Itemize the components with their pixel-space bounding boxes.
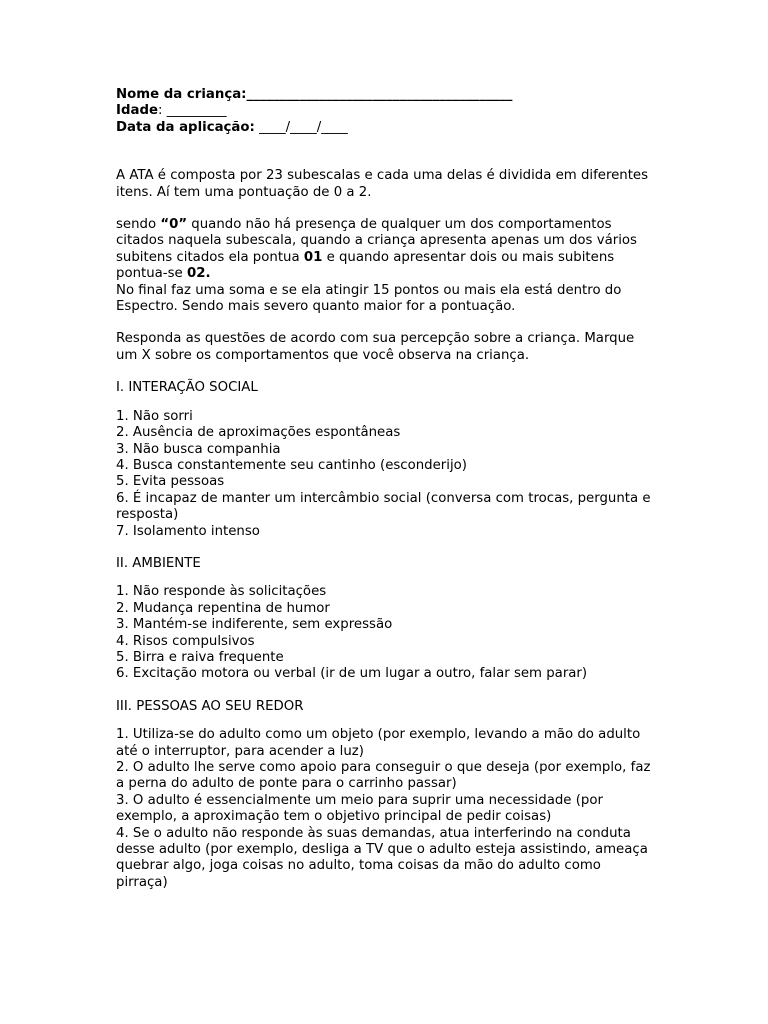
section-title: I. INTERAÇÃO SOCIAL — [116, 380, 258, 396]
list-item: 6. Excitação motora ou verbal (ir de um lugar a outro, falar sem parar) — [116, 666, 588, 682]
section-interacao-social — [116, 380, 656, 540]
list-item: 7. Isolamento intenso — [116, 523, 260, 539]
intro-paragraph-1: A ATA é composta por 23 subescalas e cada uma delas é dividida em diferentes itens. Aí tem uma pontuação de 0 a 2. — [116, 168, 649, 200]
list-item: 1. Não sorri — [116, 408, 193, 424]
section-title: III. PESSOAS AO SEU REDOR — [116, 698, 304, 714]
date-label: Data da aplicação: — [116, 119, 255, 135]
section-pessoas-ao-seu-redor — [116, 699, 656, 891]
intro-paragraph-3: No final faz uma soma e se ela atingir 15 pontos ou mais ela está dentro do Espectro. Sendo mais severo quanto maior for a pontuação. — [116, 282, 622, 315]
list-item: 1. Utiliza-se do adulto como um objeto (por exemplo, levando a mão do adulto até o interruptor, para acender a luz) — [116, 727, 641, 759]
item-list — [116, 409, 656, 540]
intro-p2-text-c: quando não há presença de qualquer um dos comportamentos citados naquela subescala, quando a criança apresenta apenas um dos vários subitens citados ela pontua — [116, 217, 637, 265]
list-item: 2. Ausência de aproximações espontâneas — [116, 425, 401, 441]
list-item: 1. Não responde às solicitações — [116, 584, 327, 600]
item-list — [116, 727, 656, 891]
list-item: 3. Mantém-se indiferente, sem expressão — [116, 617, 393, 633]
list-item: 5. Birra e raiva frequente — [116, 649, 284, 665]
section-title: II. AMBIENTE — [116, 555, 201, 571]
date-blank: ____/____/____ — [254, 119, 348, 135]
intro-p2-text-d: e quando apresentar dois ou mais subitens pontua-se — [116, 249, 615, 282]
list-item: 2. Mudança repentina de humor — [116, 600, 330, 616]
list-item: 3. Não busca companhia — [116, 441, 281, 457]
list-item: 6. É incapaz de manter um intercâmbio social (conversa com trocas, pergunta e resposta) — [116, 490, 651, 523]
list-item: 4. Busca constantemente seu cantinho (esconderijo) — [116, 457, 467, 473]
document-body — [116, 87, 656, 891]
list-item: 4. Se o adulto não responde às suas demandas, atua interferindo na conduta desse adulto (por exemplo, desliga a TV que o adulto esteja assistindo, ameaça quebrar algo, joga coisas no adulto, toma coisas da mão do adulto como pirraça) — [116, 825, 648, 890]
intro-paragraph-2 — [116, 217, 656, 283]
score-zero: “0” — [160, 217, 188, 233]
list-item: 2. O adulto lhe serve como apoio para conseguir o que deseja (por exemplo, faz a perna do adulto de ponte para o carrinho passar) — [116, 760, 651, 792]
age-field-line — [116, 103, 656, 119]
name-field-line — [116, 87, 656, 103]
name-blank: ________________________________________ — [246, 87, 513, 102]
score-two: 02. — [186, 266, 211, 282]
date-field-line — [116, 120, 656, 136]
form-header — [116, 87, 656, 136]
list-item: 3. O adulto é essencialmente um meio para suprir uma necessidade (por exemplo, a aproximação tem o objetivo principal de pedir coisas) — [116, 792, 603, 825]
name-label: Nome da criança: — [116, 87, 247, 102]
instructions-paragraph: Responda as questões de acordo com sua percepção sobre a criança. Marque um X sobre os comportamentos que você observa na criança. — [116, 331, 635, 363]
age-label: Idade — [116, 103, 158, 119]
list-item: 4. Risos compulsivos — [116, 633, 255, 649]
item-list — [116, 584, 656, 682]
score-one: 01 — [303, 249, 323, 265]
age-blank: : _________ — [157, 103, 227, 119]
list-item: 5. Evita pessoas — [116, 474, 225, 490]
intro-p2-text-a: sendo — [116, 217, 161, 233]
section-ambiente — [116, 556, 656, 683]
